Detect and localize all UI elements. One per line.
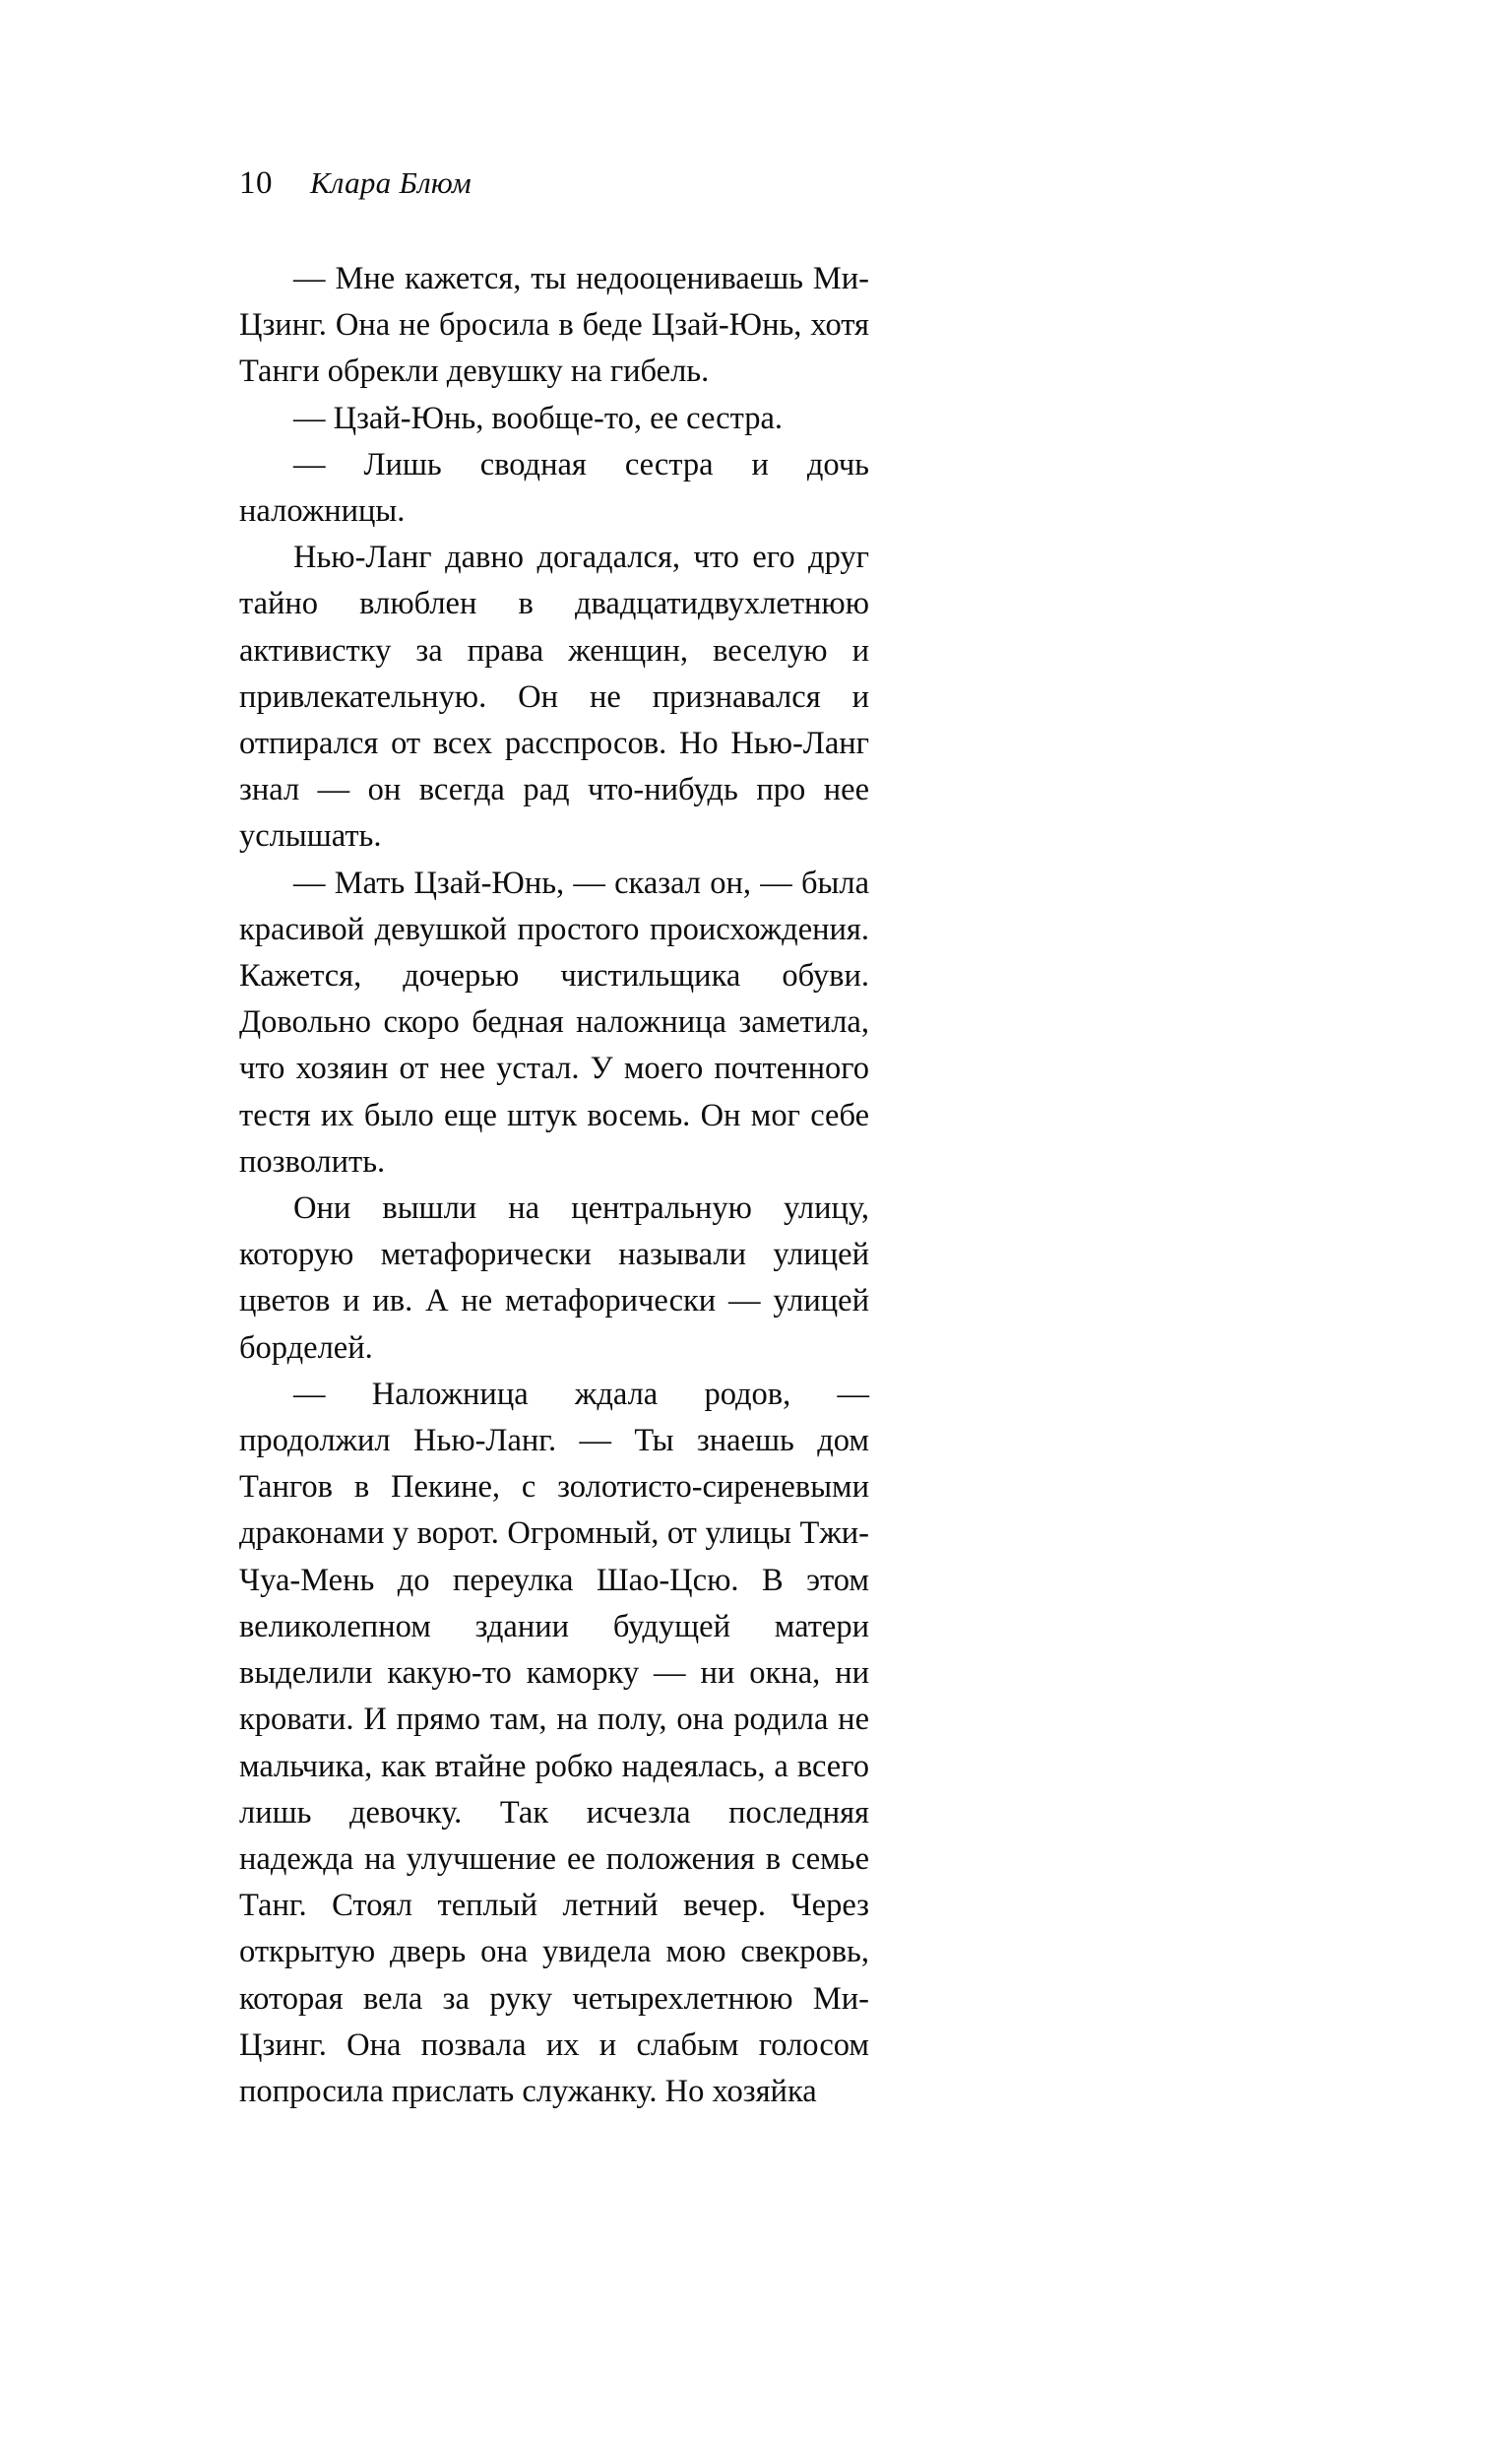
- paragraph: — Наложница ждала родов, — продолжил Нью-Ланг. — Ты знаешь дом Тангов в Пекине, с золотисто-сиреневыми драконами у ворот. Огромный, от улицы Тжи-Чуа-Мень до переулка Шао-Цсю. В этом великолепном здании будущей матери выделили какую-то каморку — ни окна, ни кровати. И прямо там, на полу, она родила не мальчика, как втайне робко надеялась, а всего лишь девочку. Так исчезла последняя надежда на улучшение ее положения в семье Танг. Стоял теплый летний вечер. Через открытую дверь она увидела мою свекровь, которая вела за руку четырехлетнюю Ми-Цзинг. Она позвала их и слабым голосом попросила прислать служанку. Но хозяйка: [239, 1376, 869, 2109]
- running-head: [239, 165, 869, 225]
- page-content: [239, 165, 869, 2115]
- paragraph: — Цзай-Юнь, вообще-то, ее сестра.: [293, 400, 784, 436]
- page-number: 10: [239, 165, 273, 201]
- body-text: [239, 256, 869, 2115]
- paragraph: — Мне кажется, ты недооцениваешь Ми-Цзинг. Она не бросила в беде Цзай-Юнь, хотя Танги обрекли девушку на гибель.: [239, 261, 869, 390]
- running-head-author: Клара Блюм: [310, 165, 472, 200]
- paragraph: Нью-Ланг давно догадался, что его друг тайно влюблен в двадцатидвухлетнюю активистку за права женщин, веселую и привлекательную. Он не признавался и отпирался от всех расспросов. Но Нью-Ланг знал — он всегда рад что-нибудь про нее услышать.: [239, 540, 869, 855]
- paragraph: Они вышли на центральную улицу, которую метафорически называли улицей цветов и ив. А не метафорически — улицей борделей.: [239, 1190, 869, 1366]
- paragraph: — Мать Цзай-Юнь, — сказал он, — была красивой девушкой простого происхождения. Кажется, дочерью чистильщика обуви. Довольно скоро бедная наложница заметила, что хозяин от нее устал. У моего почтенного тестя их было еще штук восемь. Он мог себе позволить.: [239, 865, 869, 1180]
- paragraph: — Лишь сводная сестра и дочь наложницы.: [239, 446, 869, 530]
